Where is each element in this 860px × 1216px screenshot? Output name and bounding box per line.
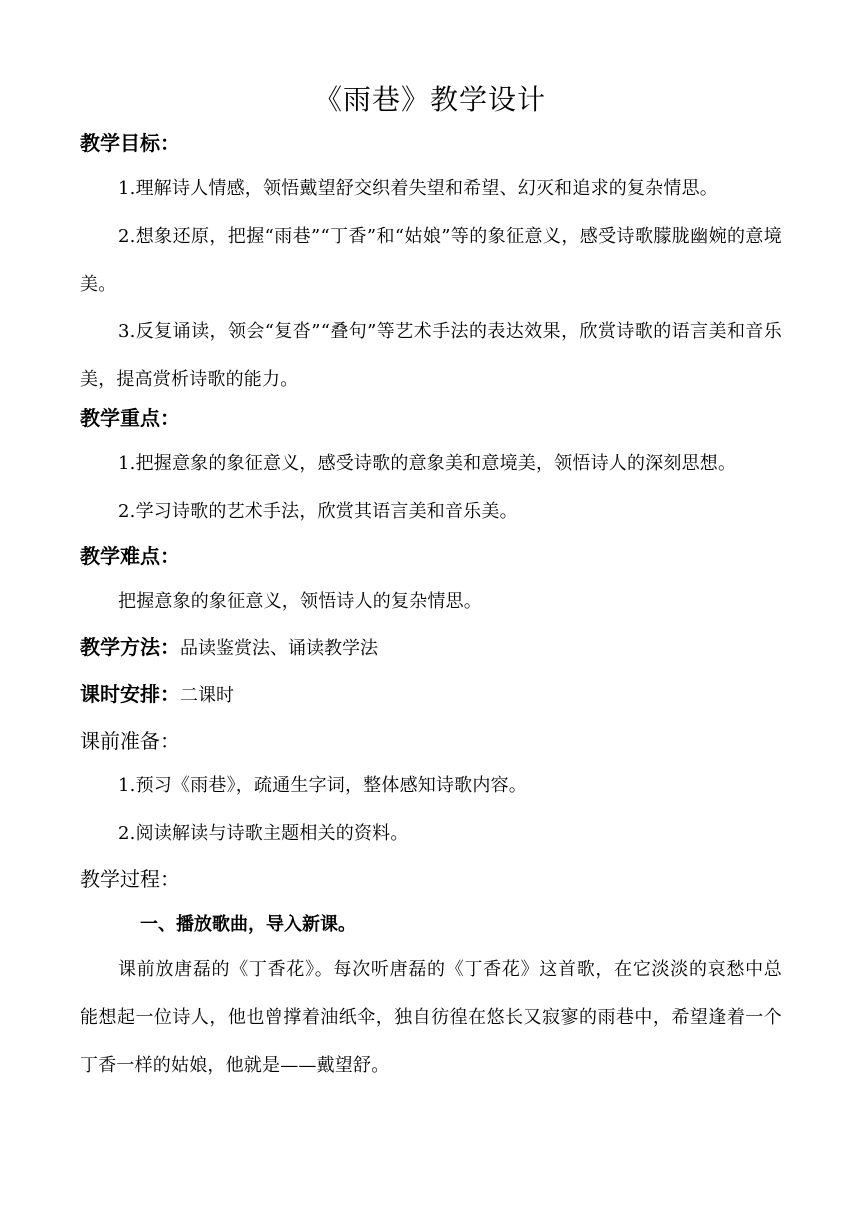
preparation-item-1: 1.预习《雨巷》，疏通生字词，整体感知诗歌内容。: [118, 775, 527, 796]
schedule-heading: 课时安排：: [80, 682, 180, 706]
difficulties-text: 把握意象的象征意义，领悟诗人的复杂情思。: [118, 591, 482, 612]
difficulties-heading: 教学难点：: [80, 544, 180, 568]
key-point-item-1: 1.把握意象的象征意义，感受诗歌的意象美和意境美，领悟诗人的深刻思想。: [118, 453, 737, 474]
objective-item-2: 2.想象还原，把握“雨巷”“丁香”和“姑娘”等的象征意义，感受诗歌朦胧幽婉的意境美。: [80, 226, 782, 295]
objectives-heading: 教学目标：: [80, 131, 180, 155]
process-step-1-title: 一、播放歌曲，导入新课。: [140, 914, 356, 935]
schedule-row: [80, 679, 234, 711]
process-step-1-text: 课前放唐磊的《丁香花》。每次听唐磊的《丁香花》这首歌，在它淡淡的哀愁中总能想起一位诗人，他也曾撑着油纸伞，独自彷徨在悠长又寂寥的雨巷中，希望逢着一个丁香一样的姑娘，他就是——戴望舒。: [80, 959, 782, 1076]
methods-row: [80, 632, 378, 664]
preparation-heading: 课前准备：: [80, 729, 180, 753]
methods-value: 品读鉴赏法、诵读教学法: [180, 638, 378, 659]
process-heading: 教学过程：: [80, 867, 180, 891]
key-point-item-2: 2.学习诗歌的艺术手法，欣赏其语言美和音乐美。: [118, 501, 518, 522]
preparation-item-2: 2.阅读解读与诗歌主题相关的资料。: [118, 823, 409, 844]
schedule-value: 二课时: [180, 685, 234, 706]
objective-item-1: 1.理解诗人情感，领悟戴望舒交织着失望和希望、幻灭和追求的复杂情思。: [118, 178, 718, 199]
objective-item-3: 3.反复诵读，领会“复沓”“叠句”等艺术手法的表达效果，欣赏诗歌的语言美和音乐美，提高赏析诗歌的能力。: [80, 321, 782, 390]
key-points-heading: 教学重点：: [80, 406, 180, 430]
document-title: 《雨巷》教学设计: [313, 83, 546, 116]
methods-heading: 教学方法：: [80, 635, 180, 659]
